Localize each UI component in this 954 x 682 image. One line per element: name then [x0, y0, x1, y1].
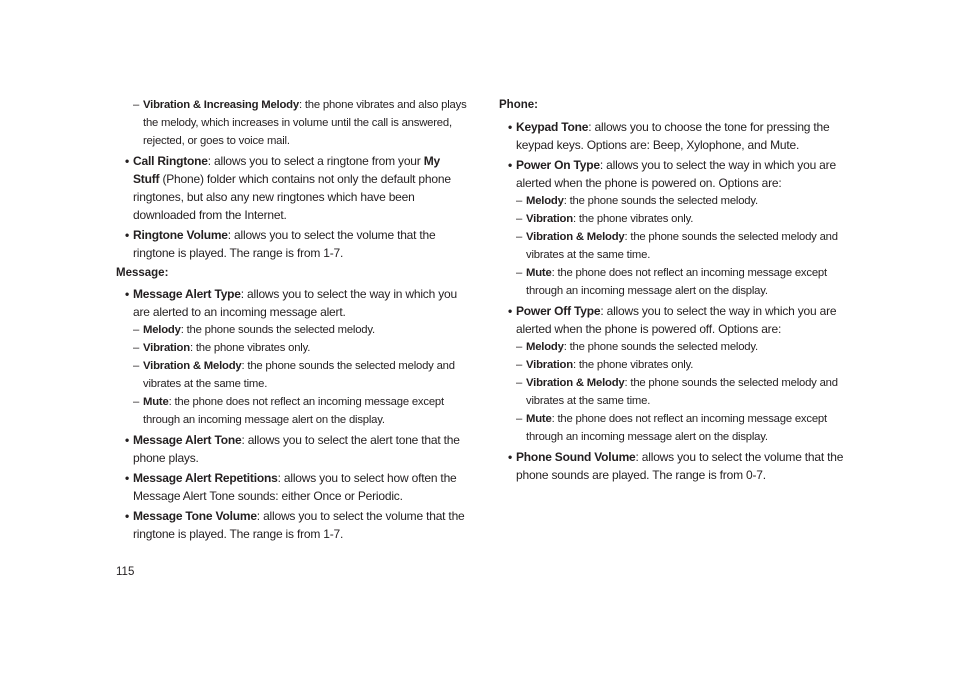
description: : the phone does not reflect an incoming message except through an incoming message alert on the display. — [526, 413, 827, 443]
description: : the phone sounds the selected melody. — [563, 341, 758, 353]
bullet-ringtone-volume — [116, 226, 468, 262]
sub-item-mute — [499, 264, 851, 300]
dash-mark: – — [516, 341, 523, 353]
term: Vibration & Melody — [526, 377, 625, 389]
term: Melody — [526, 341, 564, 353]
sub-item-melody — [116, 321, 468, 339]
term: Message Tone Volume — [133, 509, 257, 523]
sub-item-mute — [499, 410, 851, 446]
description: : allows you to select the volume that the ringtone is played. The range is from 1-7. — [133, 228, 436, 260]
term: Mute — [526, 413, 552, 425]
description: : the phone does not reflect an incoming message except through an incoming message alert on the display. — [143, 396, 444, 426]
bullet-keypad-tone — [499, 118, 851, 154]
bullet-power-off-type — [499, 302, 851, 338]
bullet-message-alert-type — [116, 285, 468, 321]
description: : the phone sounds the selected melody and vibrates at the same time. — [143, 360, 455, 390]
description: : allows you to select the way in which you are alerted when the phone is powered on. Options are: — [516, 158, 836, 190]
sub-item-vibration-increasing-melody — [116, 96, 468, 150]
sub-item-vibration — [499, 356, 851, 374]
description: : the phone sounds the selected melody. — [180, 324, 375, 336]
term: Phone Sound Volume — [516, 450, 636, 464]
sub-item-vibration-melody — [499, 228, 851, 264]
section-heading-phone: Phone: — [499, 99, 538, 111]
sub-item-vibration — [116, 339, 468, 357]
description: : the phone sounds the selected melody. — [563, 195, 758, 207]
term: Melody — [526, 195, 564, 207]
term: Vibration & Increasing Melody — [143, 99, 299, 111]
bullet-mark: • — [508, 304, 513, 318]
bullet-power-on-type — [499, 156, 851, 192]
term: Call Ringtone — [133, 154, 208, 168]
description: : allows you to select a ringtone from your — [207, 154, 424, 168]
description: : the phone vibrates only. — [189, 342, 311, 354]
sub-item-vibration-melody — [116, 357, 468, 393]
bullet-mark: • — [125, 471, 130, 485]
term: Message Alert Repetitions — [133, 471, 278, 485]
term-my-stuff: My Stuff — [133, 154, 440, 186]
dash-mark: – — [133, 360, 140, 372]
section-heading-message: Message: — [116, 267, 169, 279]
term: Vibration & Melody — [526, 231, 625, 243]
dash-mark: – — [133, 324, 140, 336]
description: : allows you to choose the tone for pressing the keypad keys. Options are: Beep, Xylophone, and Mute. — [516, 120, 830, 152]
bullet-mark: • — [508, 158, 513, 172]
term: Message Alert Tone — [133, 433, 242, 447]
dash-mark: – — [516, 413, 523, 425]
dash-mark: – — [516, 213, 523, 225]
description: : allows you to select the way in which you are alerted to an incoming message alert. — [133, 287, 457, 319]
term: Power On Type — [516, 158, 600, 172]
dash-mark: – — [516, 267, 523, 279]
term: Power Off Type — [516, 304, 601, 318]
description: : the phone does not reflect an incoming message except through an incoming message alert on the display. — [526, 267, 827, 297]
dash-mark: – — [516, 195, 523, 207]
term: Vibration — [526, 213, 573, 225]
bullet-mark: • — [125, 433, 130, 447]
term: Vibration — [526, 359, 573, 371]
sub-item-melody — [499, 338, 851, 356]
bullet-mark: • — [125, 228, 130, 242]
description-cont: (Phone) folder which contains not only the default phone ringtones, but also any new ringtones which have been downloaded from the Internet. — [133, 172, 451, 222]
description: : allows you to select the volume that the phone sounds are played. The range is from 0-7. — [516, 450, 844, 482]
description: : the phone vibrates only. — [572, 213, 694, 225]
sub-item-vibration — [499, 210, 851, 228]
description: : allows you to select the volume that the ringtone is played. The range is from 1-7. — [133, 509, 465, 541]
left-column — [116, 96, 468, 545]
term: Vibration — [143, 342, 190, 354]
term: Melody — [143, 324, 181, 336]
description: : allows you to select the alert tone that the phone plays. — [133, 433, 460, 465]
description: : the phone sounds the selected melody and vibrates at the same time. — [526, 231, 838, 261]
right-column — [499, 96, 851, 486]
page-number: 115 — [116, 566, 135, 578]
bullet-phone-sound-volume — [499, 448, 851, 484]
bullet-message-alert-tone — [116, 431, 468, 467]
bullet-message-alert-repetitions — [116, 469, 468, 505]
dash-mark: – — [133, 396, 140, 408]
description: : the phone vibrates only. — [572, 359, 694, 371]
term: Vibration & Melody — [143, 360, 242, 372]
dash-mark: – — [516, 359, 523, 371]
sub-item-vibration-melody — [499, 374, 851, 410]
description: : the phone sounds the selected melody and vibrates at the same time. — [526, 377, 838, 407]
dash-mark: – — [133, 342, 140, 354]
sub-item-melody — [499, 192, 851, 210]
description: : the phone vibrates and also plays the melody, which increases in volume until the call is answered, rejected, or goes to voice mail. — [143, 99, 467, 147]
bullet-mark: • — [125, 509, 130, 523]
sub-item-mute — [116, 393, 468, 429]
bullet-mark: • — [125, 154, 130, 168]
description: : allows you to select how often the Message Alert Tone sounds: either Once or Periodic. — [133, 471, 457, 503]
description: : allows you to select the way in which you are alerted when the phone is powered off. Options are: — [516, 304, 837, 336]
dash-mark: – — [516, 377, 523, 389]
bullet-mark: • — [508, 120, 513, 134]
term: Mute — [143, 396, 169, 408]
term: Message Alert Type — [133, 287, 241, 301]
bullet-call-ringtone — [116, 152, 468, 224]
term: Mute — [526, 267, 552, 279]
term: Ringtone Volume — [133, 228, 228, 242]
bullet-mark: • — [508, 450, 513, 464]
dash-mark: – — [516, 231, 523, 243]
bullet-message-tone-volume — [116, 507, 468, 543]
bullet-mark: • — [125, 287, 130, 301]
dash-mark: – — [133, 99, 140, 111]
term: Keypad Tone — [516, 120, 589, 134]
